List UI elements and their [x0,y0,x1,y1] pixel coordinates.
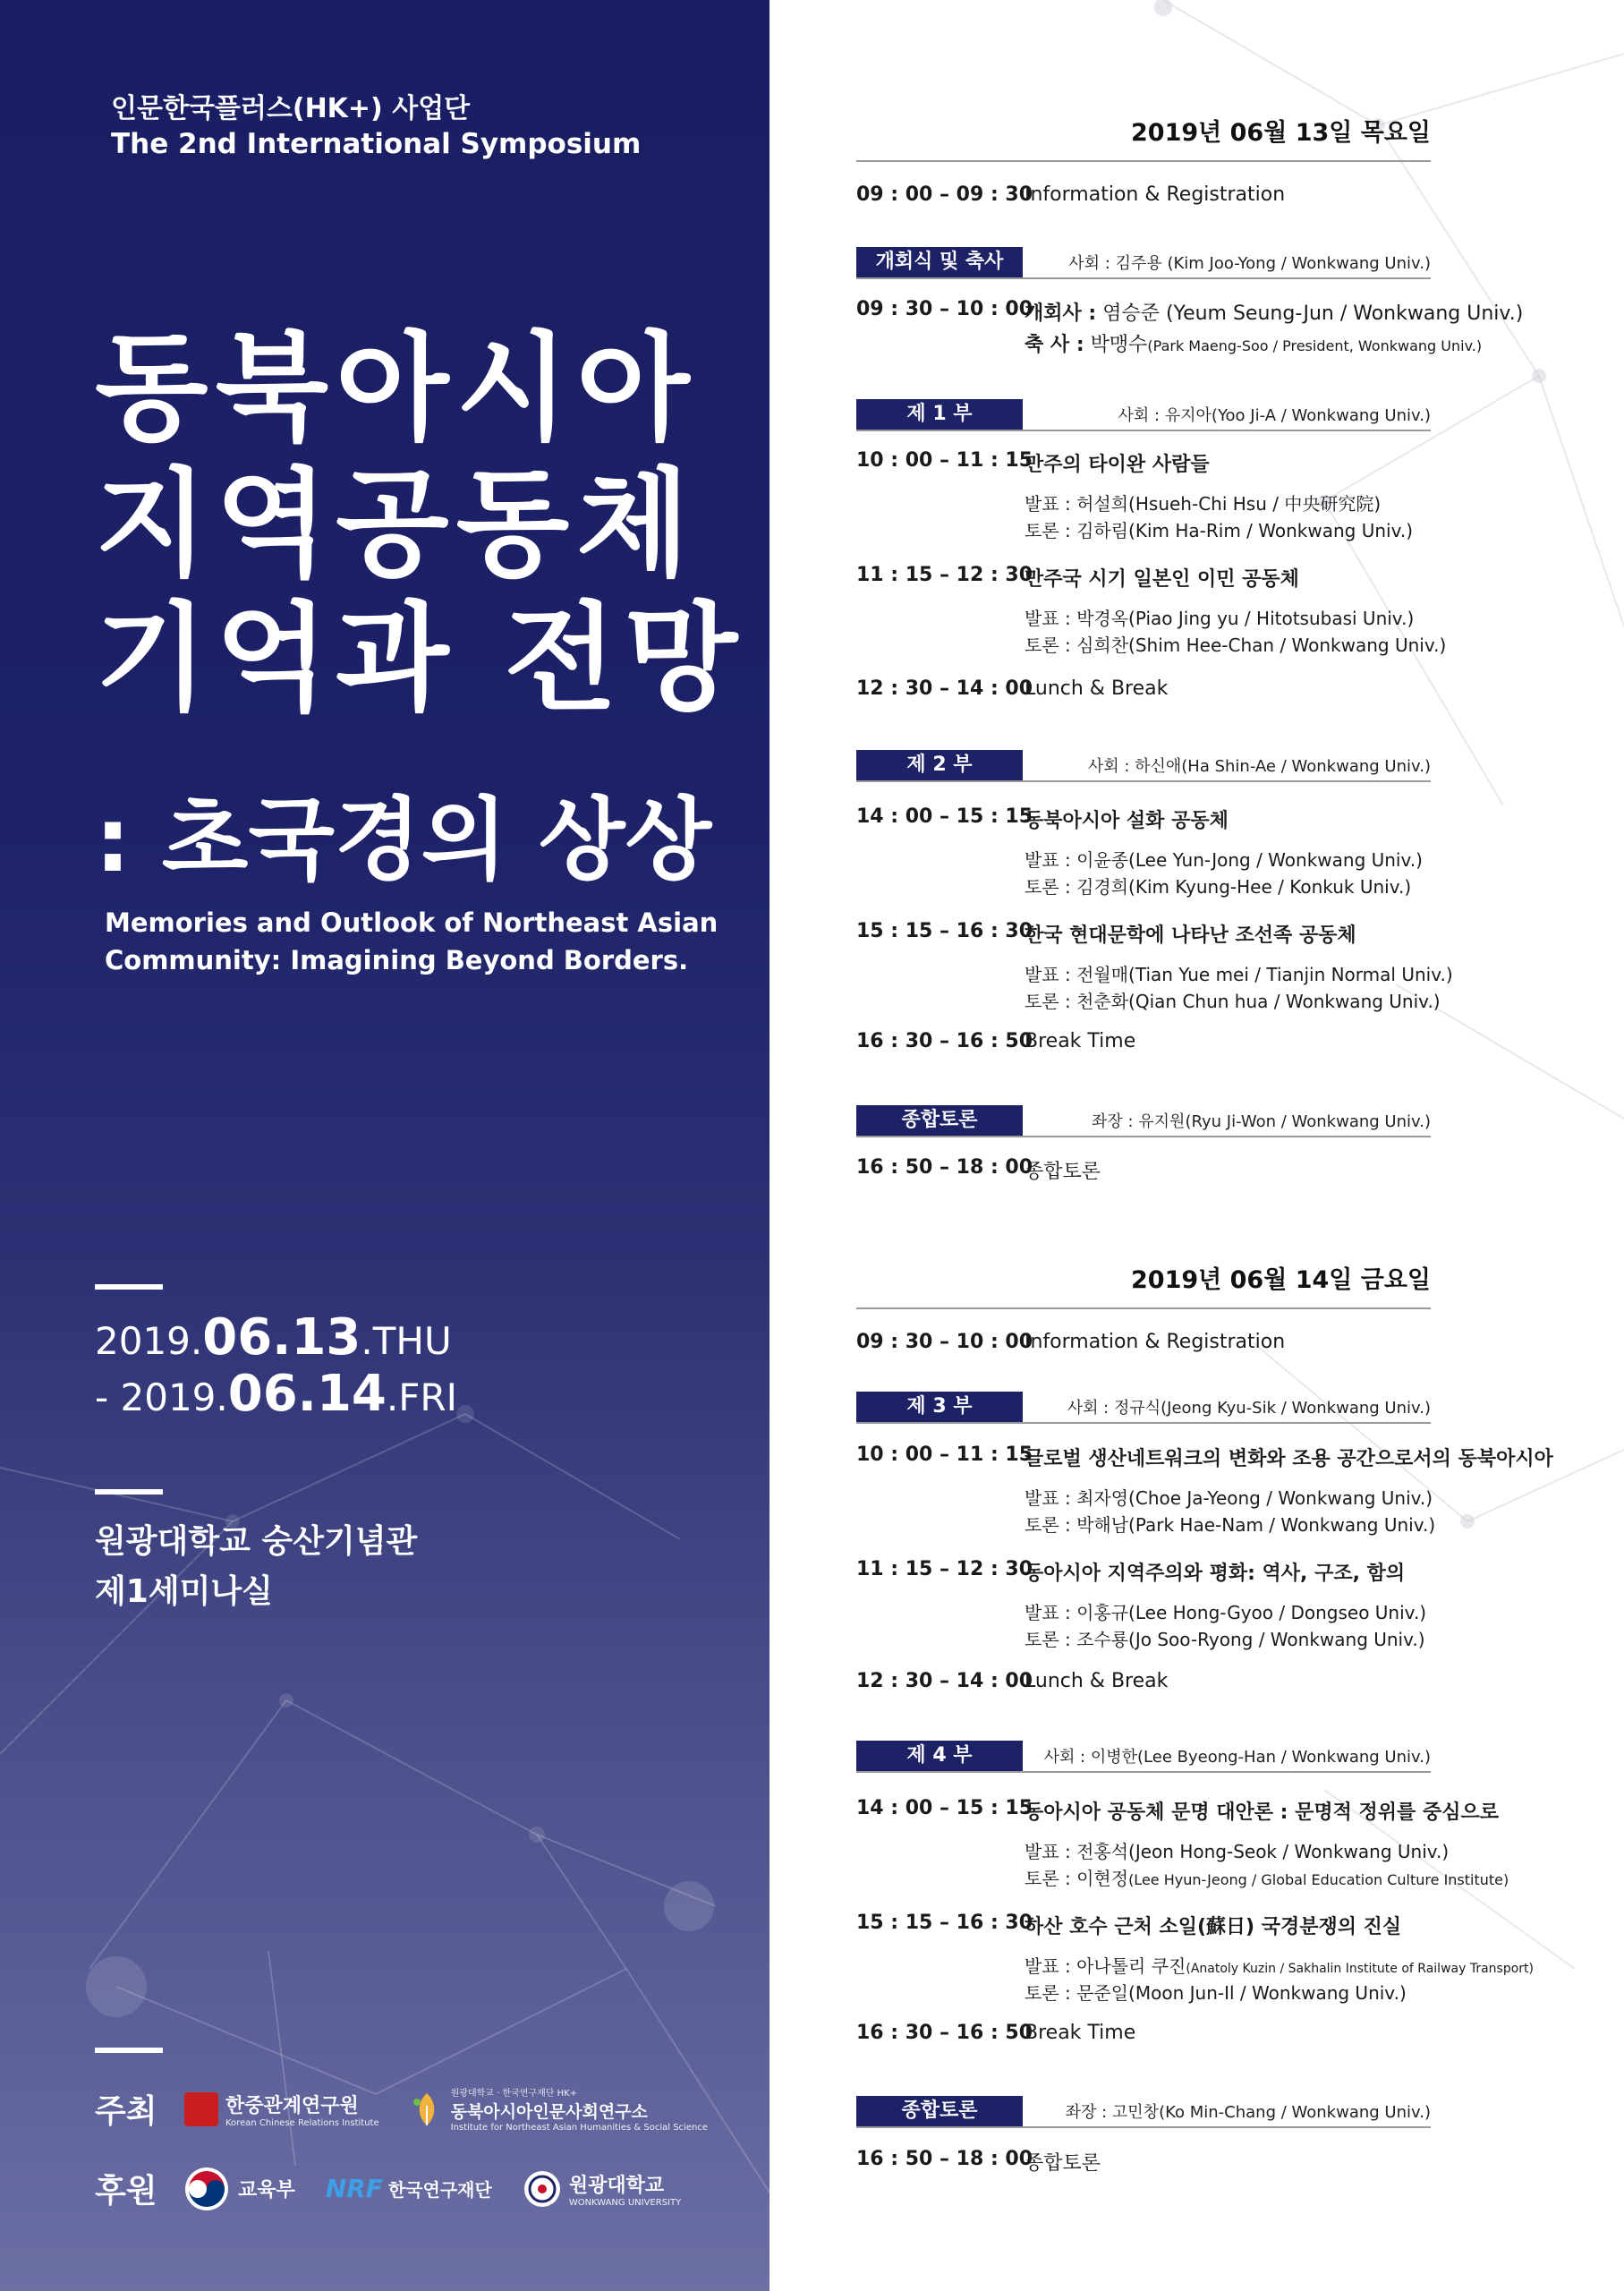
time-label: 09 : 00 – 09 : 30 [856,183,1033,206]
main-subtitle: : 초국경의 상상 [95,788,712,892]
section-chair: 사회 : 김주용 (Kim Joo-Yong / Wonkwang Univ.) [1068,254,1431,273]
divider-dash [95,2048,163,2053]
sponsor-row [95,2166,711,2211]
date-prefix: 2019. [95,1319,203,1363]
session-title: 동북아시아 설화 공동체 [1025,810,1229,832]
discussant: 토론 : 김하림(Kim Ha-Rim / Wonkwang Univ.) [1025,520,1414,541]
speech-speaker: 염승준 (Yeum Seung-Jun / Wonkwang Univ.) [1102,302,1524,325]
program-schedule-panel [769,0,1624,2291]
section-tag: 종합토론 [856,1105,1023,1136]
session-title: Lunch & Break [1025,677,1169,700]
section-chair: 사회 : 정규식(Jeong Kyu-Sik / Wonkwang Univ.) [1067,1399,1431,1418]
session-title: Break Time [1025,2022,1136,2044]
section-tag: 제 4 부 [856,1741,1023,1771]
event-end-date [95,1365,457,1423]
english-title-line-1: Memories and Outlook of Northeast Asian [105,907,718,938]
symposium-name: The 2nd International Symposium [111,128,642,160]
presenter-name: 발표 : 아나톨리 쿠진 [1025,1955,1186,1977]
speech-speaker-name: 박맹수 [1090,334,1148,356]
time-label: 16 : 30 – 16 : 50 [856,2022,1033,2044]
sponsor-logo-moe [184,2167,295,2211]
sponsor-logo-wku [523,2169,681,2209]
presenter: 발표 : 최자영(Choe Ja-Yeong / Wonkwang Univ.) [1025,1487,1433,1509]
main-title-line-1: 동북아시아 [95,319,697,456]
part1-section-bar [856,399,1431,431]
presenter: 발표 : 박경옥(Piao Jing yu / Hitotsubasi Univ.) [1025,608,1415,629]
divider-dash [95,1284,163,1290]
kcri-seal-icon [184,2092,218,2126]
date-day: 06.13 [202,1308,361,1367]
sponsor-logo-1-name: 교육부 [238,2179,295,2202]
time-label: 16 : 50 – 18 : 00 [856,2148,1033,2170]
moe-taegeuk-icon [184,2167,229,2211]
section-tag: 제 2 부 [856,750,1023,780]
event-start-date [95,1308,452,1367]
section-chair: 좌장 : 고민창(Ko Min-Chang / Wonkwang Univ.) [1065,2103,1431,2122]
time-label: 12 : 30 – 14 : 00 [856,1670,1033,1692]
host-logo-kcri [184,2091,379,2128]
english-title-line-2: Community: Imagining Beyond Borders. [105,945,689,975]
speech-label: 축 사 : [1025,334,1084,356]
section-chair: 좌장 : 유지원(Ryu Ji-Won / Wonkwang Univ.) [1092,1112,1431,1131]
part3-section-bar [856,1392,1431,1424]
venue [95,1517,417,1617]
section-chair: 사회 : 이병한(Lee Byeong-Han / Wonkwang Univ.) [1043,1748,1431,1767]
discussant: 토론 : 조수룡(Jo Soo-Ryong / Wonkwang Univ.) [1025,1629,1425,1650]
general-discussion-bar [856,2096,1431,2128]
time-label: 15 : 15 – 16 : 30 [856,920,1033,942]
section-tag: 개회식 및 축사 [856,247,1023,277]
session-title: Break Time [1025,1030,1136,1052]
time-label: 09 : 30 – 10 : 00 [856,1331,1033,1353]
time-label: 12 : 30 – 14 : 00 [856,677,1033,700]
time-label: 09 : 30 – 10 : 00 [856,298,1033,320]
presenter: 발표 : 이윤종(Lee Yun-Jong / Wonkwang Univ.) [1025,849,1423,871]
speech-label: 개회사 : [1025,302,1097,325]
discussant: 토론 : 박해남(Park Hae-Nam / Wonkwang Univ.) [1025,1514,1436,1536]
session-title: Information & Registration [1025,183,1286,206]
section-chair: 사회 : 유지아(Yoo Ji-A / Wonkwang Univ.) [1118,406,1431,425]
host-logo-2-sub: Institute for Northeast Asian Humanities & Social Science [450,2123,708,2133]
presenter: 발표 : 이홍규(Lee Hong-Gyoo / Dongseo Univ.) [1025,1602,1427,1623]
main-title-line-3: 기억과 전망 [95,590,745,727]
time-label: 11 : 15 – 12 : 30 [856,564,1033,586]
session-title: 하산 호수 근처 소일(蘇日) 국경분쟁의 진실 [1025,1916,1402,1938]
sponsor-label: 후원 [95,2173,157,2210]
speech-speaker-affiliation: (Park Maeng-Soo / President, Wonkwang Univ.) [1147,337,1483,354]
discussant-name: 토론 : 이현정 [1025,1868,1129,1889]
host-logo-2-name: 동북아시아인문사회연구소 [450,2102,648,2122]
sponsor-logo-3-name: 원광대학교 [568,2174,665,2197]
presenter: 발표 : 전월매(Tian Yue mei / Tianjin Normal Univ.) [1025,964,1453,985]
time-label: 14 : 00 – 15 : 15 [856,1797,1033,1819]
sponsor-logo-2-name: 한국연구재단 [387,2179,492,2201]
discussant-affiliation: (Lee Hyun-Jeong / Global Education Culture Institute) [1128,1871,1509,1888]
date-prefix: - 2019. [95,1375,228,1419]
session-title: Information & Registration [1025,1331,1286,1353]
nrf-mark-icon: NRF [325,2174,383,2203]
presenter: 발표 : 전홍석(Jeon Hong-Seok / Wonkwang Univ.) [1025,1841,1450,1862]
opening-speech [1025,298,1523,326]
session-title: 글로벌 생산네트워크의 변화와 조용 공간으로서의 동북아시아 [1025,1448,1553,1470]
session-title: 동아시아 지역주의와 평화: 역사, 구조, 함의 [1025,1563,1406,1585]
host-logo-inahss [410,2085,708,2133]
time-label: 11 : 15 – 12 : 30 [856,1558,1033,1580]
discussant: 토론 : 문준일(Moon Jun-Il / Wonkwang Univ.) [1025,1982,1407,2004]
sponsor-logo-nrf [326,2174,492,2203]
date-weekday: .FRI [386,1375,457,1419]
day1-date-header: 2019년 06월 13일 목요일 [856,113,1431,162]
discussant: 토론 : 김경희(Kim Kyung-Hee / Konkuk Univ.) [1025,876,1412,898]
presenter: 발표 : 허설희(Hsueh-Chi Hsu / 中央研究院) [1025,493,1382,515]
session-title: 한국 현대문학에 나타난 조선족 공동체 [1025,924,1356,947]
time-label: 16 : 30 – 16 : 50 [856,1030,1033,1052]
opening-section-bar [856,247,1431,279]
venue-line-2: 제1세미나실 [95,1573,273,1610]
host-row [95,2085,738,2133]
presenter [1025,1952,1534,1978]
presenter-affiliation: (Anatoly Kuzin / Sakhalin Institute of Railway Transport) [1186,1962,1534,1976]
session-title: 동아시아 공동체 문명 대안론 : 문명적 정위를 중심으로 [1025,1801,1499,1824]
institute-leaf-icon [410,2090,444,2129]
section-chair: 사회 : 하신애(Ha Shin-Ae / Wonkwang Univ.) [1087,757,1431,776]
session-title: 만주의 타이완 사람들 [1025,454,1210,476]
sponsor-logo-3-sub: WONKWANG UNIVERSITY [568,2197,682,2208]
time-label: 10 : 00 – 11 : 15 [856,449,1033,472]
date-day: 06.14 [227,1365,387,1423]
university-emblem-icon [523,2169,562,2209]
congratulatory-speech [1025,329,1482,357]
time-label: 16 : 50 – 18 : 00 [856,1156,1033,1179]
time-label: 15 : 15 – 16 : 30 [856,1912,1033,1934]
section-tag: 제 1 부 [856,399,1023,430]
discussant [1025,1864,1509,1890]
section-tag: 제 3 부 [856,1392,1023,1422]
host-label: 주최 [95,2093,157,2130]
section-tag: 종합토론 [856,2096,1023,2126]
venue-line-1: 원광대학교 숭산기념관 [95,1523,418,1560]
session-title: 종합토론 [1025,2152,1101,2175]
discussant: 토론 : 심희찬(Shim Hee-Chan / Wonkwang Univ.) [1025,634,1447,656]
date-weekday: .THU [361,1319,452,1363]
general-discussion-bar [856,1105,1431,1137]
divider-dash [95,1489,163,1495]
host-logo-1-name: 한중관계연구원 [225,2094,359,2117]
main-title-line-2: 지역공동체 [95,456,697,592]
session-title: Lunch & Break [1025,1670,1169,1692]
session-title: 만주국 시기 일본인 이민 공동체 [1025,568,1299,591]
host-logo-2-top: 원광대학교 · 한국연구재단 HK+ [450,2089,578,2099]
organization-name: 인문한국플러스(HK+) 사업단 [111,93,471,124]
time-label: 14 : 00 – 15 : 15 [856,805,1033,828]
day2-date-header: 2019년 06월 14일 금요일 [856,1260,1431,1309]
host-logo-1-sub: Korean Chinese Relations Institute [225,2117,379,2128]
time-label: 10 : 00 – 11 : 15 [856,1444,1033,1466]
poster-left-panel [0,0,769,2291]
discussant: 토론 : 천춘화(Qian Chun hua / Wonkwang Univ.) [1025,991,1441,1012]
session-title: 종합토론 [1025,1161,1101,1183]
english-title [105,904,731,979]
part4-section-bar [856,1741,1431,1773]
part2-section-bar [856,750,1431,782]
